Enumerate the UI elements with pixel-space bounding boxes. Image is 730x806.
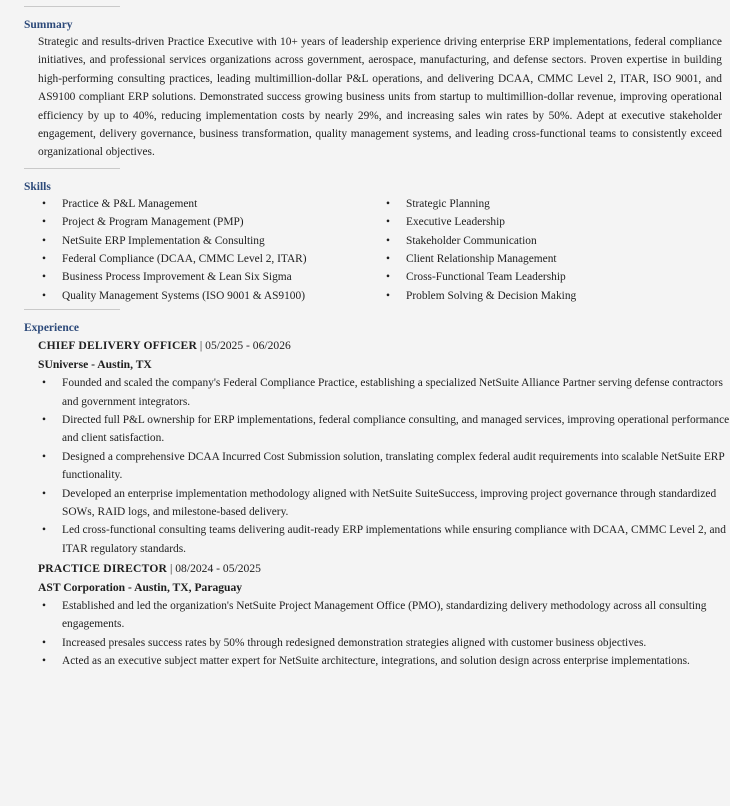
job-title: CHIEF DELIVERY OFFICER (38, 339, 198, 353)
job-title: PRACTICE DIRECTOR (38, 562, 168, 576)
bullet-item: • Increased presales success rates by 50% through redesigned demonstration strategies aligned with customer business objectives. (38, 634, 730, 652)
resume-page (0, 6, 730, 806)
bullet-item: • Developed an enterprise implementation methodology aligned with NetSuite SuiteSuccess, improving project governance through standardized SOWs, RAID logs, and milestone-based delivery. (38, 485, 730, 522)
summary-heading: Summary (24, 19, 73, 31)
skill-item: • Project & Program Management (PMP) (38, 213, 382, 231)
skill-item: • Strategic Planning (382, 195, 576, 213)
job-company: AST Corporation - Austin, TX, Paraguay (38, 580, 243, 594)
bullet-item: • Acted as an executive subject matter expert for NetSuite architecture, integrations, and solution design across enterprise implementations. (38, 652, 730, 670)
job-bullets (38, 597, 730, 671)
skills-left-column (38, 195, 382, 305)
skills-right-column (382, 195, 576, 305)
bullet-item: • Directed full P&L ownership for ERP implementations, federal compliance consulting, and managed services, improving operational performance and client satisfaction. (38, 411, 730, 448)
job-company: SUniverse - Austin, TX (38, 357, 152, 371)
bullet-item: • Designed a comprehensive DCAA Incurred Cost Submission solution, translating complex federal audit requirements into scalable NetSuite ERP functionality. (38, 448, 730, 485)
job-bullets (38, 374, 730, 558)
section-divider (24, 168, 120, 169)
bullet-item: • Founded and scaled the company's Federal Compliance Practice, establishing a specialized NetSuite Alliance Partner serving defense contractors and government integrators. (38, 374, 730, 411)
bullet-item: • Established and led the organization's NetSuite Project Management Office (PMO), standardizing delivery methodology across all consulting engagements. (38, 597, 730, 634)
skills-grid (38, 195, 714, 305)
summary-paragraph: Strategic and results-driven Practice Executive with 10+ years of leadership experience driving enterprise ERP implementations, federal compliance initiatives, and professional services organizations across government, aerospace, manufacturing, and defense sectors. Proven expertise in building high-performing consulting practices, leading multimillion-dollar P&L operations, and delivering DCAA, CMMC Level 2, ITAR, ISO 9001, and AS9100 compliant ERP solutions. Demonstrated success growing business units from startup to multimillion-dollar revenue, improving operational efficiency by up to 40%, reducing implementation costs by nearly 29%, and increasing sales win rates by 50%. Adept at executive stakeholder engagement, delivery governance, business transformation, quality management systems, and leading cross-functional teams to consistently exceed organizational objectives. (38, 36, 722, 159)
job-dates: | 08/2024 - 05/2025 (167, 562, 261, 576)
skills-heading: Skills (24, 180, 51, 193)
skill-item: • Stakeholder Communication (382, 232, 576, 250)
skills-section (24, 181, 714, 305)
summary-section (24, 19, 722, 162)
experience-heading: Experience (24, 322, 79, 335)
skill-item: • Problem Solving & Decision Making (382, 287, 576, 305)
section-divider (24, 6, 120, 7)
skill-item: • Cross-Functional Team Leadership (382, 268, 576, 286)
skill-item: • Executive Leadership (382, 213, 576, 231)
skill-item: • Practice & P&L Management (38, 195, 382, 213)
job-entry (24, 337, 730, 558)
section-divider (24, 309, 120, 310)
job-dates: | 05/2025 - 06/2026 (197, 339, 291, 353)
job-header (38, 560, 714, 578)
experience-section (24, 322, 730, 670)
bullet-item: • Led cross-functional consulting teams delivering audit-ready ERP implementations while ensuring compliance with DCAA, CMMC Level 2, and ITAR regulatory standards. (38, 521, 730, 558)
skill-item: • Business Process Improvement & Lean Six Sigma (38, 268, 382, 286)
job-header (38, 337, 714, 355)
skill-item: • Federal Compliance (DCAA, CMMC Level 2, ITAR) (38, 250, 382, 268)
job-entry (24, 560, 714, 670)
skill-item: • Client Relationship Management (382, 250, 576, 268)
skill-item: • Quality Management Systems (ISO 9001 & AS9100) (38, 287, 382, 305)
skill-item: • NetSuite ERP Implementation & Consulting (38, 232, 382, 250)
